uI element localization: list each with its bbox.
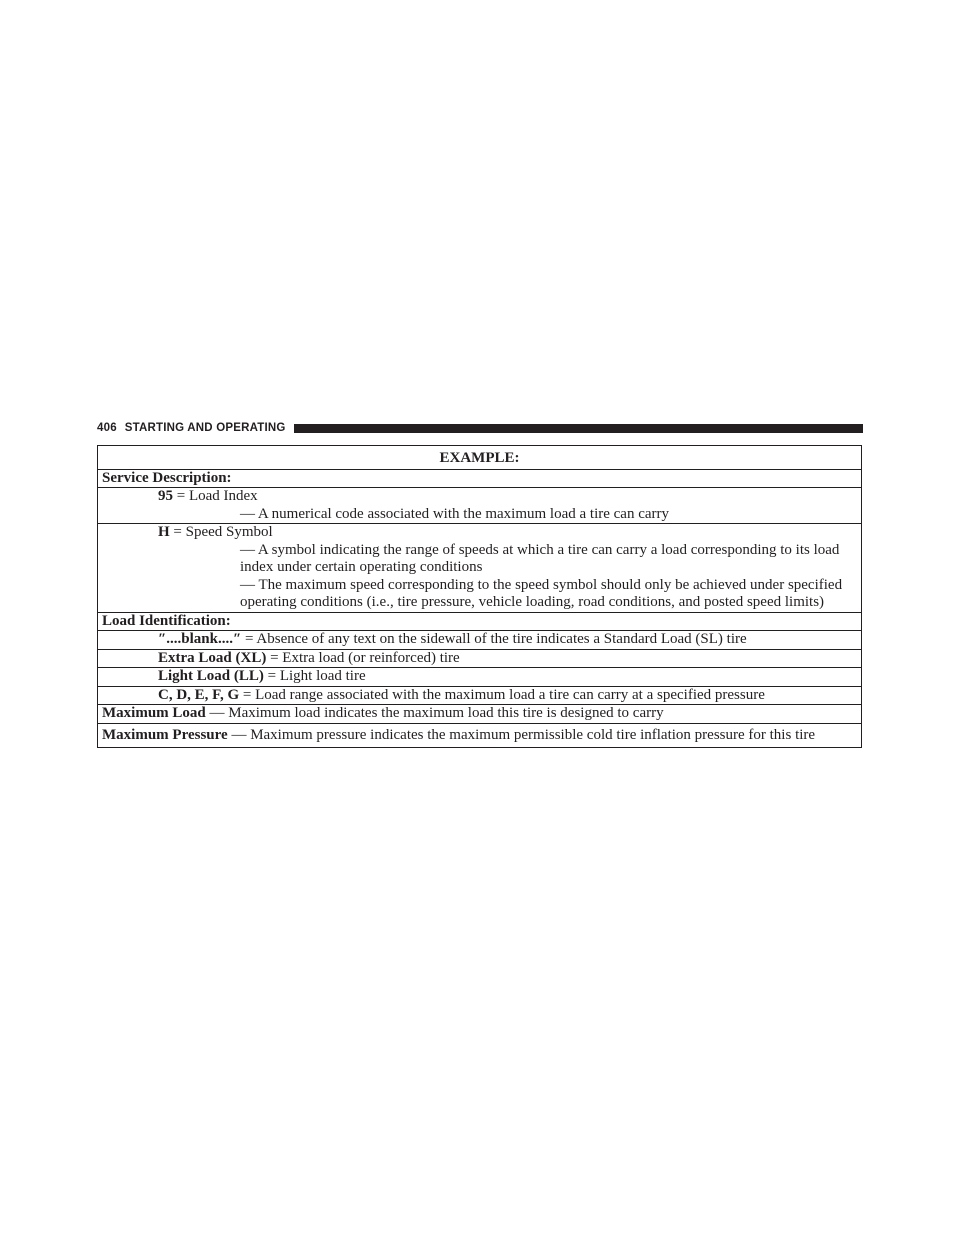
maximum-load-definition: — Maximum load indicates the maximum load this tire is designed to carry (209, 705, 664, 721)
load-id-definition: = Light load tire (267, 668, 366, 684)
load-id-term: Light Load (LL) (158, 668, 264, 684)
speed-symbol-code: H (158, 524, 170, 540)
header-rule (294, 424, 863, 433)
service-description-heading: Service Description: (102, 469, 232, 486)
load-id-row-ll (98, 668, 861, 687)
load-id-term: Extra Load (XL) (158, 649, 267, 666)
tire-code-table (97, 445, 862, 748)
load-id-term: C, D, E, F, G (158, 686, 240, 703)
maximum-load-row (98, 705, 861, 724)
load-id-term: ″....blank....″ (158, 631, 242, 647)
load-identification-section (98, 613, 861, 632)
table-title: EXAMPLE: (98, 446, 861, 470)
load-index-row (98, 488, 861, 524)
page-header (97, 418, 863, 438)
section-title: STARTING AND OPERATING (124, 422, 286, 434)
maximum-load-term: Maximum Load (102, 705, 206, 721)
load-id-definition: = Extra load (or reinforced) tire (270, 649, 460, 666)
service-description-section (98, 470, 861, 489)
load-index-code: 95 (158, 488, 173, 504)
maximum-pressure-row (98, 724, 861, 747)
load-id-row-blank (98, 631, 861, 650)
maximum-pressure-definition: — Maximum pressure indicates the maximum permissible cold tire inflation pressure for this tire (231, 726, 816, 743)
load-index-label: 95 = Load Index (158, 488, 258, 504)
load-id-definition: = Absence of any text on the sidewall of the tire indicates a Standard Load (SL) tire (245, 631, 747, 647)
speed-symbol-label: H = Speed Symbol (158, 524, 273, 540)
load-id-row-xl (98, 650, 861, 669)
maximum-pressure-term: Maximum Pressure (102, 726, 228, 743)
speed-symbol-row (98, 524, 861, 613)
speed-symbol-description-2: — The maximum speed corresponding to the speed symbol should only be achieved under specified operating conditions (i.e., tire pressure, vehicle loading, road conditions, and posted speed limits) (240, 576, 843, 610)
load-id-row-range (98, 687, 861, 706)
page-number: 406 (97, 422, 117, 434)
speed-symbol-description-1: — A symbol indicating the range of speeds at which a tire can carry a load corresponding to its load index under certain operating conditions (240, 541, 840, 575)
load-identification-heading: Load Identification: (102, 612, 231, 629)
load-id-definition: = Load range associated with the maximum load a tire can carry at a specified pressure (242, 686, 765, 703)
load-index-description: — A numerical code associated with the maximum load a tire can carry (240, 505, 670, 522)
